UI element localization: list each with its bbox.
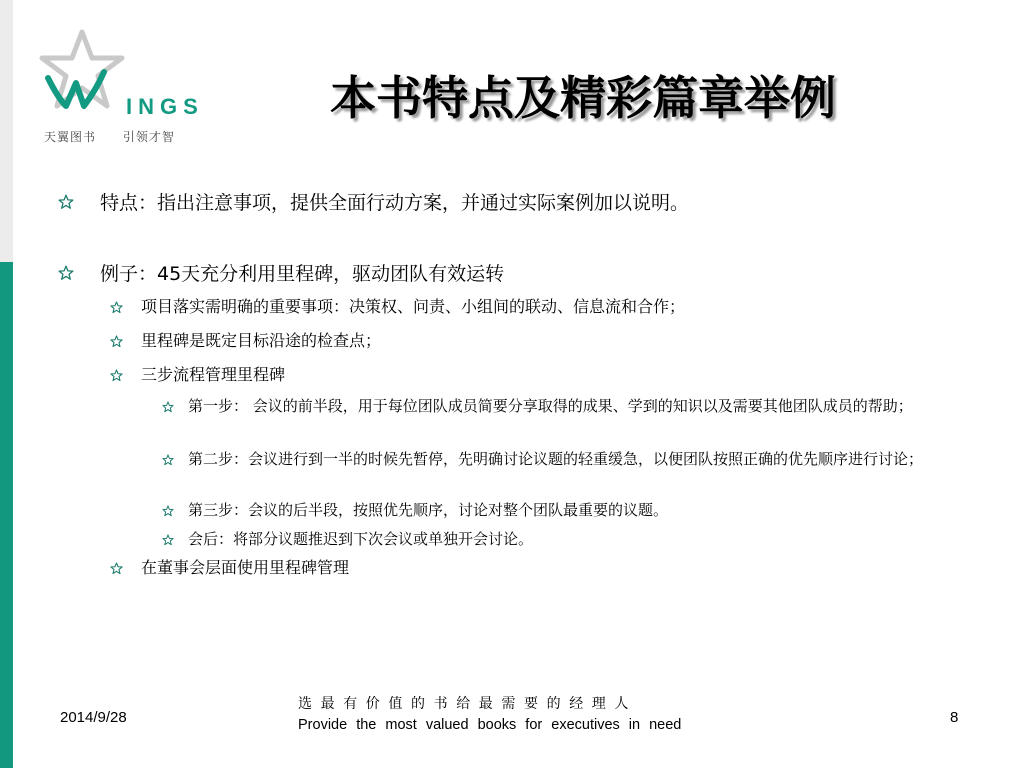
sub-sub-bullet-item: [162, 394, 958, 419]
bullet-item: [58, 190, 689, 216]
footer-slogan: [298, 694, 730, 736]
star-bullet-icon: [110, 301, 123, 314]
logo-star-icon: [38, 28, 128, 118]
sub-sub-bullet-item: [162, 447, 958, 472]
sub-sub-bullet-text: 第三步：会议的后半段，按照优先顺序，讨论对整个团队最重要的议题。: [188, 501, 669, 519]
bullet-text: 特点：指出注意事项，提供全面行动方案，并通过实际案例加以说明。: [100, 192, 690, 214]
page-number: 8: [950, 709, 959, 726]
sub-bullet-text: 在董事会层面使用里程碑管理: [141, 558, 350, 577]
sub-bullet-item: [110, 363, 285, 387]
sub-sub-bullet-text: 第二步：会议进行到一半的时候先暂停，先明确讨论议题的轻重缓急，以便团队按照正确的优先顺序进行讨论；: [188, 450, 924, 468]
logo-tagline-left: 天翼图书: [44, 130, 97, 144]
star-bullet-icon: [162, 505, 174, 517]
star-bullet-icon: [162, 454, 174, 466]
sub-sub-bullet-text: 会后：将部分议题推迟到下次会议或单独开会讨论。: [188, 530, 534, 548]
sub-bullet-item: [110, 556, 349, 580]
sub-bullet-text: 里程碑是既定目标沿途的检查点；: [141, 331, 382, 350]
wings-logo: [38, 28, 228, 148]
side-bar-light: [0, 0, 13, 262]
logo-tagline-right: 引领才智: [122, 130, 175, 144]
bullet-item: [58, 261, 504, 287]
star-bullet-icon: [162, 401, 174, 413]
star-bullet-icon: [110, 369, 123, 382]
star-bullet-icon: [58, 194, 74, 210]
star-bullet-icon: [162, 534, 174, 546]
logo-wordmark: INGS: [126, 94, 204, 119]
footer-slogan-cn: 选最有价值的书给最需要的经理人: [298, 696, 637, 712]
sub-sub-bullet-text: 第一步： 会议的前半段，用于每位团队成员简要分享取得的成果、学到的知识以及需要其他团队成员的帮助；: [188, 397, 913, 415]
footer-slogan-en: Provide the most valued books for executives in need: [298, 717, 682, 733]
sub-sub-bullet-item: [162, 498, 958, 523]
sub-bullet-item: [110, 329, 381, 353]
sub-bullet-item: [110, 295, 685, 319]
star-bullet-icon: [110, 335, 123, 348]
star-bullet-icon: [58, 265, 74, 281]
sub-sub-bullet-item: [162, 527, 958, 552]
star-bullet-icon: [110, 562, 123, 575]
bullet-text: 例子：45天充分利用里程碑，驱动团队有效运转: [100, 263, 505, 285]
logo-tagline: [44, 128, 197, 145]
sub-bullet-text: 三步流程管理里程碑: [141, 365, 286, 384]
footer-date: 2014/9/28: [60, 709, 127, 726]
slide-title: 本书特点及精彩篇章举例: [330, 71, 836, 125]
side-bar-teal: [0, 262, 13, 768]
sub-bullet-text: 项目落实需明确的重要事项：决策权、问责、小组间的联动、信息流和合作；: [141, 297, 686, 316]
